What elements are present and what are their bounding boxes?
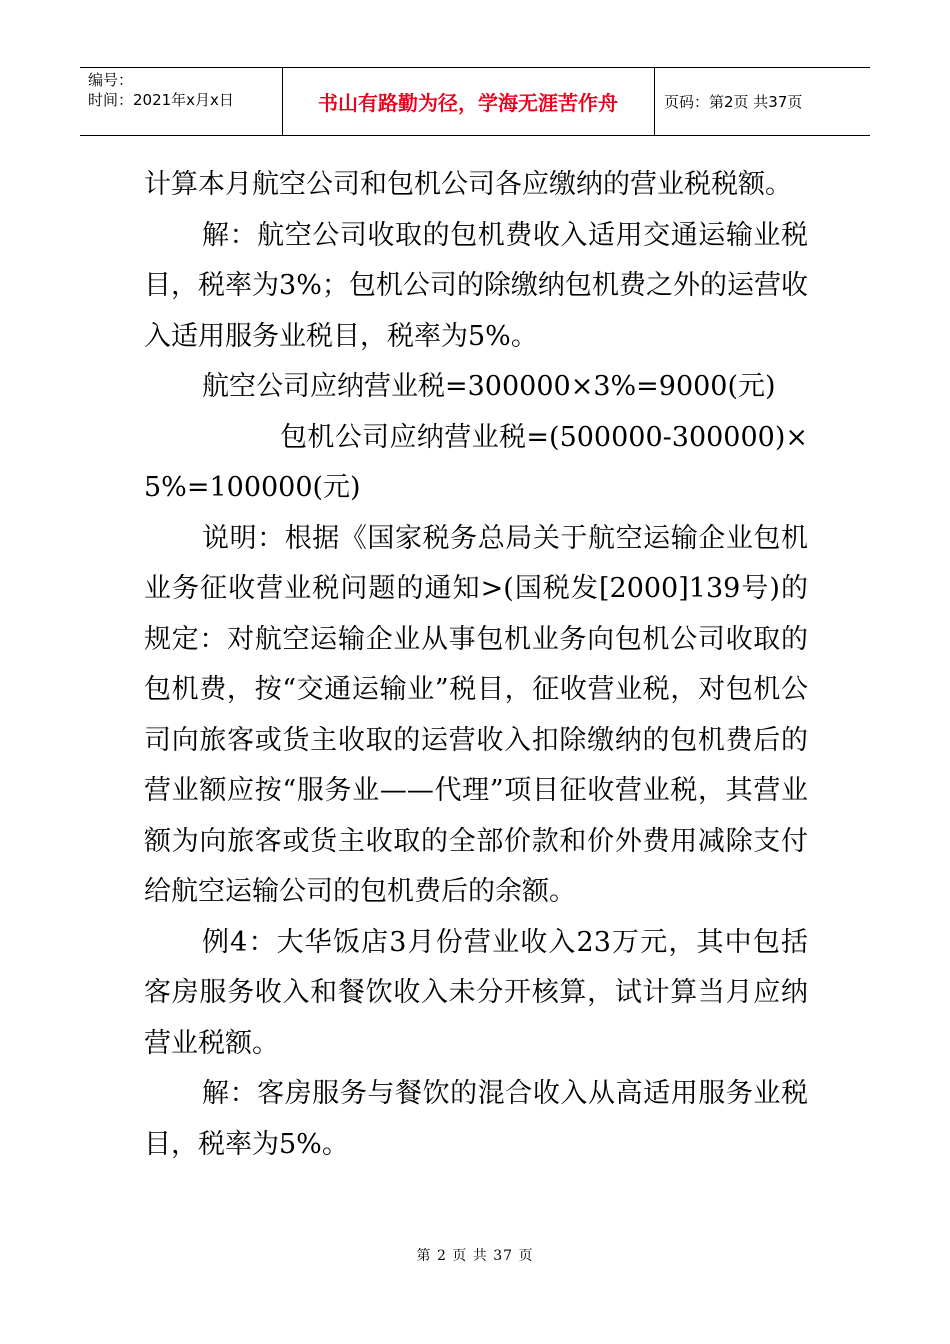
header-page-info: 页码：第2页 共37页 — [664, 93, 803, 111]
paragraph-question-continued: 计算本月航空公司和包机公司各应缴纳的营业税税额。 — [144, 169, 792, 200]
paragraph-formula-airline: 航空公司应纳营业税=300000×3%=9000(元) — [202, 371, 776, 402]
header-time-label: 时间：2021年x月x日 — [88, 91, 234, 109]
header-meta — [88, 70, 234, 110]
page-header — [80, 67, 870, 136]
paragraph-formula-charter: 包机公司应纳营业税=(500000-300000)×5%=100000(元) — [144, 421, 808, 503]
header-number-label: 编号： — [88, 71, 134, 89]
page-footer: 第 2 页 共 37 页 — [416, 1248, 534, 1264]
paragraph-explanation: 说明：根据《国家税务总局关于航空运输企业包机业务征收营业税问题的通知>(国税发[2000]139号)的规定：对航空运输企业从事包机业务向包机公司收取的包机费，按“交通运输业”税目，征收营业税，对包机公司向旅客或货主收取的运营收入扣除缴纳的包机费后的营业额应按“服务业——代理”项目征收营业税，其营业额为向旅客或货主收取的全部价款和价外费用减除支付给航空运输公司的包机费后的余额。 — [144, 522, 808, 907]
paragraph-example-4: 例4：大华饭店3月份营业收入23万元，其中包括客房服务收入和餐饮收入未分开核算，试计算当月应纳营业税额。 — [144, 926, 808, 1059]
header-motto: 书山有路勤为径，学海无涯苦作舟 — [318, 91, 618, 115]
document-body — [144, 160, 808, 1170]
header-divider-right — [654, 68, 655, 136]
paragraph-solution-2: 解：客房服务与餐饮的混合收入从高适用服务业税目，税率为5%。 — [144, 1078, 808, 1160]
paragraph-solution-1: 解：航空公司收取的包机费收入适用交通运输业税目，税率为3%；包机公司的除缴纳包机费之外的运营收入适用服务业税目，税率为5%。 — [144, 219, 808, 352]
